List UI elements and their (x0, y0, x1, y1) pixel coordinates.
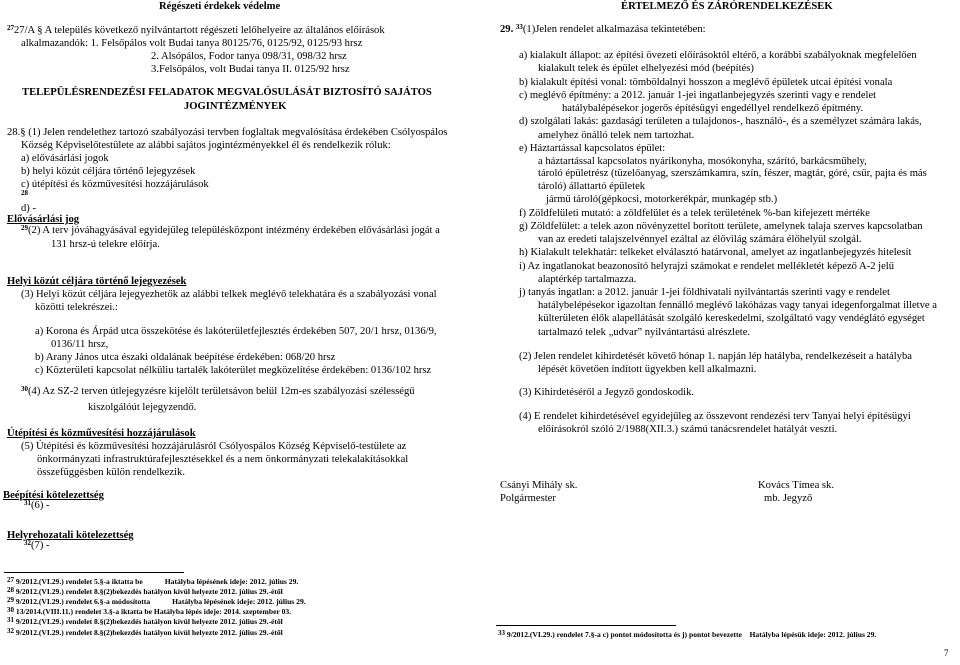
definition-line: hatálybalépésekor jogerős építésügyi engedéllyel rendelkező építmény. (562, 103, 864, 114)
signer-name: Kovács Tímea sk. (758, 480, 835, 491)
footnote-29 (7, 597, 306, 606)
definition-line: kialakult telek és épület elhelyezési mód (beépítés) (538, 63, 754, 74)
footnote-28 (7, 587, 283, 596)
footnote-ref[interactable]: 33 (515, 23, 523, 31)
paragraph-5: (5) Útépítési és közművesítési hozzájárulásról Csólyospálos Község Képviselő-testülete az (21, 441, 407, 452)
article-27a-line: 2. Alsópálos, Fodor tanya 098/31, 098/32 hrsz (151, 51, 347, 62)
paragraph-line: 131 hrsz-ú telekre előírja. (51, 239, 160, 250)
footnote-text: 9/2012.(VI.29.) rendelet 8.§(2)bekezdés hatályon kívül helyezte 2012. július 29.-étől (15, 587, 283, 596)
paragraph-line: összefüggésben külön rendelkezik. (37, 467, 185, 478)
footnote-ref[interactable]: 31 (24, 499, 31, 507)
paragraph-line: előírásokról szóló 2/1988(XII.3.) számú tanácsrendelet hatályát veszti. (538, 424, 838, 435)
list-item-line: 0136/11 hrsz, (51, 339, 109, 350)
page-number: 7 (944, 648, 949, 658)
paragraph-elovasarlas (21, 225, 440, 238)
footnote-text: 13/2014.(VIII.11.) rendelet 3.§-a iktatta be Hatályba lépés ideje: 2014. szeptember 03. (15, 607, 292, 616)
list-item: a) Korona és Árpád utca összekötése és lakóterületfejlesztés érdekében 507, 20/1 hrsz, 0136/9, (35, 326, 437, 337)
footnote-number: 30 (7, 606, 14, 614)
footnote-32 (7, 628, 283, 637)
footnote-ref[interactable]: 28 (21, 189, 28, 197)
paragraph-29 (500, 24, 706, 37)
article-27a-line: 3.Felsőpálos, volt Budai tanya II. 0125/92 hrsz (151, 64, 350, 75)
paragraph-7 (24, 540, 50, 553)
footnote-30 (7, 607, 291, 616)
footnote-number: 28 (7, 586, 14, 594)
footnote-33 (498, 630, 876, 639)
list-item (21, 190, 36, 216)
definition-h: h) Kialakult telekhatár: telkeket elválasztó határvonal, amelyet az ingatlanbejegyzés hitelesít (519, 247, 912, 258)
footnote-number: 27 (7, 576, 14, 584)
definition-i: i) Az ingatlanokat beazonosító helyrajzi számokat e rendelet mellékletét képező A-2 jelű (519, 261, 895, 272)
definition-b: b) kialakult építési vonal: tömböldalnyi hosszon a meglévő épületek utcai építési vonala (519, 77, 893, 88)
footnote-31 (7, 617, 283, 626)
list-item: b) Arany János utca északi oldalának beépítése érdekében: 068/20 hrsz (35, 352, 336, 363)
paragraph-kozut: (3) Helyi közút céljára lejegyezhetők az alábbi telkek meglévő telekhatára és a szabályozási vonal (21, 289, 437, 300)
signer-title: Polgármester (500, 493, 556, 504)
footnote-divider (496, 625, 676, 626)
definition-c: c) meglévő építmény: a 2012. január 1-jei ingatlanbejegyzés szerinti vagy e rendelet (519, 90, 877, 101)
footnote-text: 9/2012.(VI.29.) rendelet 5.§-a iktatta be (15, 577, 143, 586)
definition-line: tartalmazó telek „udvar” nyilvántartású alrészlete. (538, 327, 751, 338)
definition-g: g) Zöldfelület: a telek azon növényzettel borított területe, amelynek talaja szerves kapcsolatban (519, 221, 923, 232)
definition-line: amelyhez önálló telek nem tartozhat. (538, 130, 695, 141)
paragraph-number: 29. (500, 24, 514, 35)
definition-j: j) tanyás ingatlan: a 2012. január 1-jei földhivatali nyilvántartás szerinti vagy e rendelet (519, 287, 890, 298)
footnote-ref[interactable]: 32 (24, 539, 31, 547)
footnote-ref[interactable]: 27 (7, 24, 14, 32)
footnote-number: 33 (498, 629, 505, 637)
paragraph-text: (2) A terv jóváhagyásával egyidejűleg településközpont intézmény érdekében elővásárlási jogát a (28, 225, 440, 236)
footnote-text: Hatályba lépésük ideje: 2012. július 29. (749, 630, 877, 639)
definition-d: d) szolgálati lakás: gazdasági területen a tulajdonos-, használó-, és a személyzet számára lakás, (519, 116, 922, 127)
heading-helyrehozatali: Helyrehozatali kötelezettség (7, 530, 134, 541)
list-item: b) helyi közút céljára történő lejegyzések (21, 166, 196, 177)
left-header-title: Régészeti érdekek védelme (159, 1, 281, 12)
footnote-text: Hatályba lépésének ideje: 2012. július 29. (172, 597, 306, 606)
footnote-text: 9/2012.(VI.29.) rendelet 8.§(2)bekezdés hatályon kívül helyezte 2012. július 29.-étől (15, 617, 283, 626)
footnote-divider (4, 572, 184, 573)
definition-e: e) Háztartással kapcsolatos épület: (519, 143, 666, 154)
definition-line: van az eredeti talajszelvénnyel ezáltal az élővilág számára élőhelyül szolgál. (538, 234, 862, 245)
paragraph-4-right: (4) E rendelet kihirdetésével egyidejűleg az összevont rendezési terv Tanyai helyi építésügyi (519, 411, 911, 422)
paragraph-text: (7) - (31, 540, 50, 551)
paragraph-28: 28.§ (1) Jelen rendelethez tartozó szabályozási tervben foglaltak megvalósítása érdekében Csólyospálos (7, 127, 448, 138)
paragraph-line: önkormányzati infrastruktúrafejlesztésekkel és a nem önkormányzati telekalakításokkal (37, 454, 409, 465)
section-title: JOGINTÉZMÉNYEK (184, 101, 287, 112)
heading-beepitesi: Beépítési kötelezettség (3, 490, 104, 501)
heading-utepites: Útépítési és közművesítési hozzájárulások (7, 428, 196, 439)
footnote-text: Hatályba lépésének ideje: 2012. július 29. (164, 577, 299, 586)
definition-a: a) kialakult állapot: az építési övezeti előírásoktól eltérő, a korábbi szabályoknak megfelelően (519, 50, 917, 61)
footnote-text: 9/2012.(VI.29.) rendelet 8.§(2)bekezdés hatályon kívül helyezte 2012. július 29.-étől (15, 628, 283, 637)
definition-line: tároló) állattartó épületek (538, 181, 646, 192)
list-item-text: d) - (21, 202, 37, 214)
paragraph-28-line: Község Képviselőtestülete az alábbi sajátos jogintézményekkel él és rendelkezik róluk: (21, 140, 391, 151)
footnote-number: 31 (7, 616, 14, 624)
paragraph-3: (3) Kihirdetéséről a Jegyző gondoskodik. (519, 387, 695, 398)
heading-kozut: Helyi közút céljára történő lejegyezések (7, 276, 187, 287)
footnote-ref[interactable]: 30 (21, 385, 28, 393)
definition-line: külterületen élők alapellátását szolgáló kereskedelmi, szolgáltató vagy vendéglátó egységet (538, 313, 925, 324)
paragraph-4 (21, 386, 415, 399)
definition-line: alaptérkép tartalmazza. (538, 274, 637, 285)
footnote-ref[interactable]: 29 (21, 224, 28, 232)
paragraph-line: lépését követően indított ügyekben kell alkalmazni. (538, 364, 757, 375)
definition-line: a háztartással kapcsolatos nyárikonyha, mosókonyha, szárító, barkácsműhely, (538, 156, 867, 167)
footnote-27 (7, 577, 298, 586)
definition-line: hatálybelépésekor igazoltan fennálló meglévő lakóházas vagy tanyai idegenforgalmat illetve a (538, 300, 937, 311)
signer-name: Csányi Mihály sk. (500, 480, 578, 491)
section-title: TELEPÜLÉSRENDEZÉSI FELADATOK MEGVALÓSULÁSÁT BIZTOSÍTÓ SAJÁTOS (22, 87, 432, 98)
article-text: 27/A § A település következő nyilvántartott régészeti lelőhelyeire az általános előírások (14, 25, 385, 36)
heading-elovasarlas: Elővásárlási jog (7, 214, 80, 225)
paragraph-text: (6) - (31, 500, 50, 511)
definition-line: jármű tároló(gépkocsi, motorkerékpár, munkagép stb.) (546, 194, 778, 205)
footnote-text: 9/2012.(VI.29.) rendelet 6.§-a módosította (15, 597, 151, 606)
list-item: c) Közterületi kapcsolat nélküliu tartalék lakóterület megközelítése érdekében: 0136/102 hrsz (35, 365, 432, 376)
paragraph-line: kiszolgálóút lejegyzendő. (88, 402, 197, 413)
footnote-number: 29 (7, 596, 14, 604)
article-27a-line: alkalmazandók: 1. Felsőpálos volt Budai tanya 80125/76, 0125/92, 0125/93 hrsz (21, 38, 363, 49)
signer-title: mb. Jegyző (764, 493, 813, 504)
article-27a (7, 25, 385, 38)
list-item: a) elővásárlási jogok (21, 153, 109, 164)
definition-line: tároló épületrész (tüzelőanyag, szerszámkamra, szín, fészer, magtár, góré, csűr, pajta és más (538, 168, 927, 179)
footnote-text: 9/2012.(VI.29.) rendelet 7.§-a c) pontot módosította és j) pontot bevezette (506, 630, 742, 639)
definition-f: f) Zöldfelületi mutató: a zöldfelület és a telek területének %-ban kifejezett mértéke (519, 208, 870, 219)
paragraph-text: (4) Az SZ-2 terven útlejegyzésre kijelölt területsávon belül 12m-es szabályozási szélességű (28, 386, 415, 397)
list-item: c) útépítési és közművesítési hozzájárulások (21, 179, 209, 190)
paragraph-2: (2) Jelen rendelet kihirdetését követő hónap 1. napján lép hatályba, rendelkezéseit a hatályba (519, 351, 912, 362)
right-header-title: ÉRTELMEZŐ ÉS ZÁRÓRENDELKEZÉSEK (621, 1, 833, 12)
paragraph-line: közötti telekrészei.: (35, 302, 118, 313)
footnote-number: 32 (7, 627, 14, 635)
paragraph-text: (1)Jelen rendelet alkalmazása tekintetében: (522, 24, 706, 35)
paragraph-6 (24, 500, 50, 513)
